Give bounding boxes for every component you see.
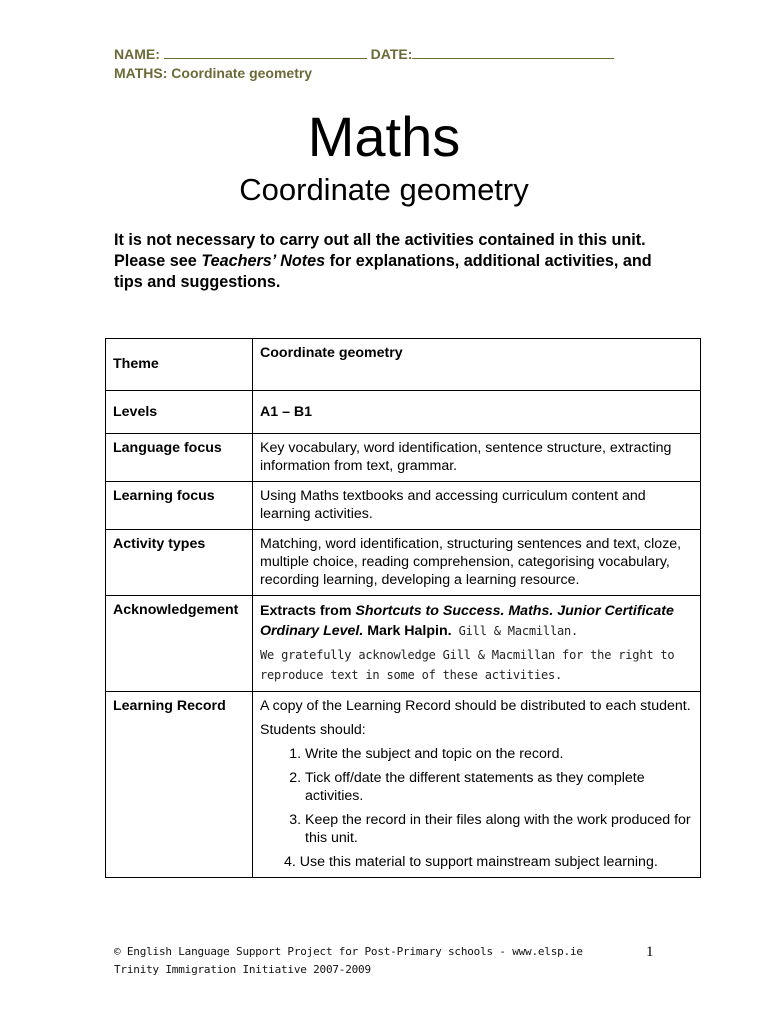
footer-initiative: Trinity Immigration Initiative 2007-2009 [114, 963, 371, 976]
learning-record-intro: A copy of the Learning Record should be distributed to each student. [260, 698, 691, 714]
learning-focus-value: Using Maths textbooks and accessing curriculum content and learning activities. [253, 482, 701, 530]
table-row-language-focus [106, 434, 701, 482]
table-row-learning-record [106, 692, 701, 878]
activity-types-label: Activity types [106, 530, 253, 596]
table-row-learning-focus [106, 482, 701, 530]
learning-record-label: Learning Record [106, 692, 253, 878]
ack-extracts-text: Extracts from [260, 603, 356, 619]
learning-focus-label: Learning focus [106, 482, 253, 530]
levels-value: A1 – B1 [253, 391, 701, 434]
ack-publisher: Gill & Macmillan. [451, 624, 579, 638]
teachers-notes-reference: Teachers’ Notes [201, 252, 326, 270]
footer-copyright: © English Language Support Project for Post-Primary schools - www.elsp.ie [114, 945, 583, 958]
acknowledgement-source [260, 601, 693, 641]
levels-label: Levels [106, 391, 253, 434]
acknowledgement-thanks: We gratefully acknowledge Gill & Macmillan for the right to reproduce text in some of these activities. [260, 648, 675, 682]
table-row-levels [106, 391, 701, 434]
intro-line-2 [114, 251, 674, 293]
ack-author: Mark Halpin. [363, 623, 452, 639]
page-title: Maths [307, 105, 461, 168]
learning-record-steps [260, 745, 693, 847]
date-blank [412, 46, 614, 59]
intro-line-2-end: for explanations, additional activities, and tips and suggestions. [114, 252, 652, 291]
theme-value: Coordinate geometry [253, 339, 701, 391]
list-item: 3. Keep the record in their files along with the work produced for this unit. [305, 811, 693, 847]
unit-info-table [105, 338, 701, 878]
intro-line-1: It is not necessary to carry out all the activities contained in this unit. [114, 231, 646, 249]
name-label: NAME: [114, 46, 160, 62]
language-focus-label: Language focus [106, 434, 253, 482]
theme-label: Theme [106, 339, 253, 391]
language-focus-value: Key vocabulary, word identification, sentence structure, extracting information from text, grammar. [253, 434, 701, 482]
learning-record-value [253, 692, 701, 878]
ack-book-title: Shortcuts to Success. Maths. Junior Certificate Ordinary Level. [260, 603, 674, 639]
name-blank [164, 46, 367, 59]
table-row-acknowledgement [106, 596, 701, 692]
acknowledgement-value [253, 596, 701, 692]
learning-record-last-step: 4. Use this material to support mainstream subject learning. [284, 854, 658, 870]
page-number: 1 [646, 944, 654, 960]
name-date-line [114, 46, 614, 62]
date-label: DATE: [370, 46, 413, 62]
learning-record-should: Students should: [260, 722, 366, 738]
activity-types-value: Matching, word identification, structuring sentences and text, cloze, multiple choice, reading comprehension, categorising vocabulary, recording learning, developing a learning resource. [253, 530, 701, 596]
page-subtitle: Coordinate geometry [239, 172, 529, 207]
table-row-theme [106, 339, 701, 391]
subject-line: MATHS: Coordinate geometry [114, 65, 313, 81]
intro-line-2-start: Please see [114, 252, 202, 270]
list-item: 1. Write the subject and topic on the record. [305, 745, 693, 763]
intro-text [114, 230, 674, 293]
list-item: 2. Tick off/date the different statements as they complete activities. [305, 769, 693, 805]
table-row-activity-types [106, 530, 701, 596]
acknowledgement-label: Acknowledgement [106, 596, 253, 692]
